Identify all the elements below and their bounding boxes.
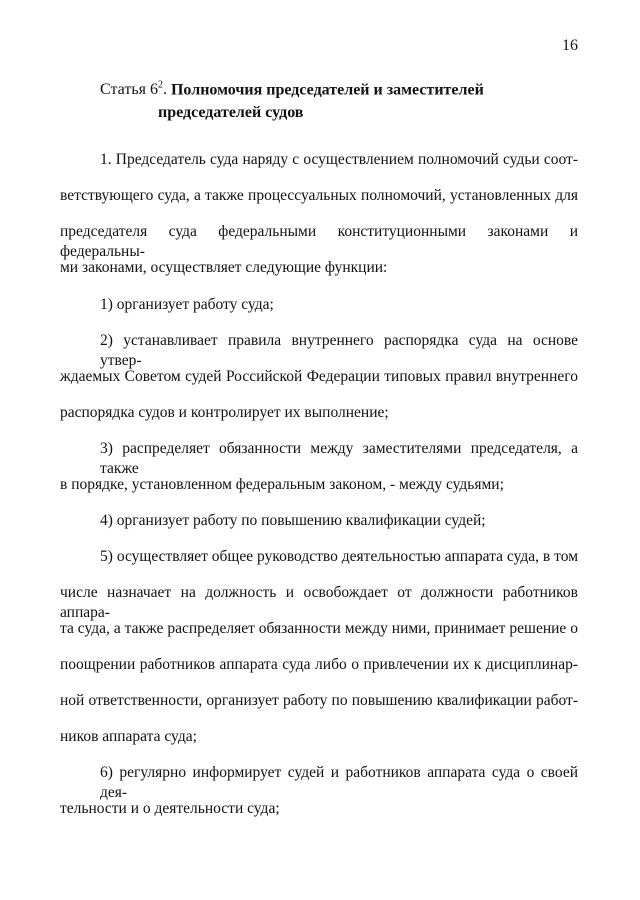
list-item-6: 6) регулярно информирует судей и работников аппарата суда о своей дея- xyxy=(100,764,578,801)
list-item-2: 2) устанавливает правила внутреннего распорядка суда на основе утвер- xyxy=(100,332,578,369)
body-line: распорядка судов и контролирует их выполнение; xyxy=(60,404,389,421)
body-line: та суда, а также распределяет обязанности между ними, принимает решение о xyxy=(60,620,578,637)
body-line: ников аппарата суда; xyxy=(60,728,197,745)
article-title-line1: Полномочия председателей и заместителей xyxy=(170,81,484,99)
list-item-1: 1) организует работу суда; xyxy=(100,296,274,313)
body-line: поощрении работников аппарата суда либо о привлечении их к дисциплинар- xyxy=(60,656,578,673)
body-line: ветствующего суда, а также процессуальных полномочий, установленных для xyxy=(60,187,578,204)
list-item-5: 5) осуществляет общее руководство деятельностью аппарата суда, в том xyxy=(100,548,578,565)
list-item-4: 4) организует работу по повышению квалификации судей; xyxy=(100,512,486,529)
article-title-line2: председателей судов xyxy=(158,104,304,122)
body-line: 1. Председатель суда наряду с осуществлением полномочий судьи соот- xyxy=(100,151,578,168)
article-label-text: Статья 6 xyxy=(100,81,158,99)
body-line: тельности и о деятельности суда; xyxy=(60,800,280,817)
list-item-3: 3) распределяет обязанности между заместителями председателя, а также xyxy=(100,440,578,477)
article-heading xyxy=(100,74,484,124)
page-number: 16 xyxy=(562,37,578,54)
article-label-suffix: . xyxy=(162,81,167,99)
body-line: председателя суда федеральными конституционными законами и федеральны- xyxy=(60,223,578,260)
body-line: ждаемых Советом судей Российской Федерации типовых правил внутреннего xyxy=(60,368,578,385)
article-superscript: 2 xyxy=(157,80,163,91)
body-line: ми законами, осуществляет следующие функции: xyxy=(60,259,388,276)
body-line: в порядке, установленном федеральным законом, - между судьями; xyxy=(60,476,504,493)
body-line: ной ответственности, организует работу по повышению квалификации работ- xyxy=(60,692,578,709)
body-line: числе назначает на должность и освобождает от должности работников аппара- xyxy=(60,584,578,621)
article-label xyxy=(100,81,167,98)
